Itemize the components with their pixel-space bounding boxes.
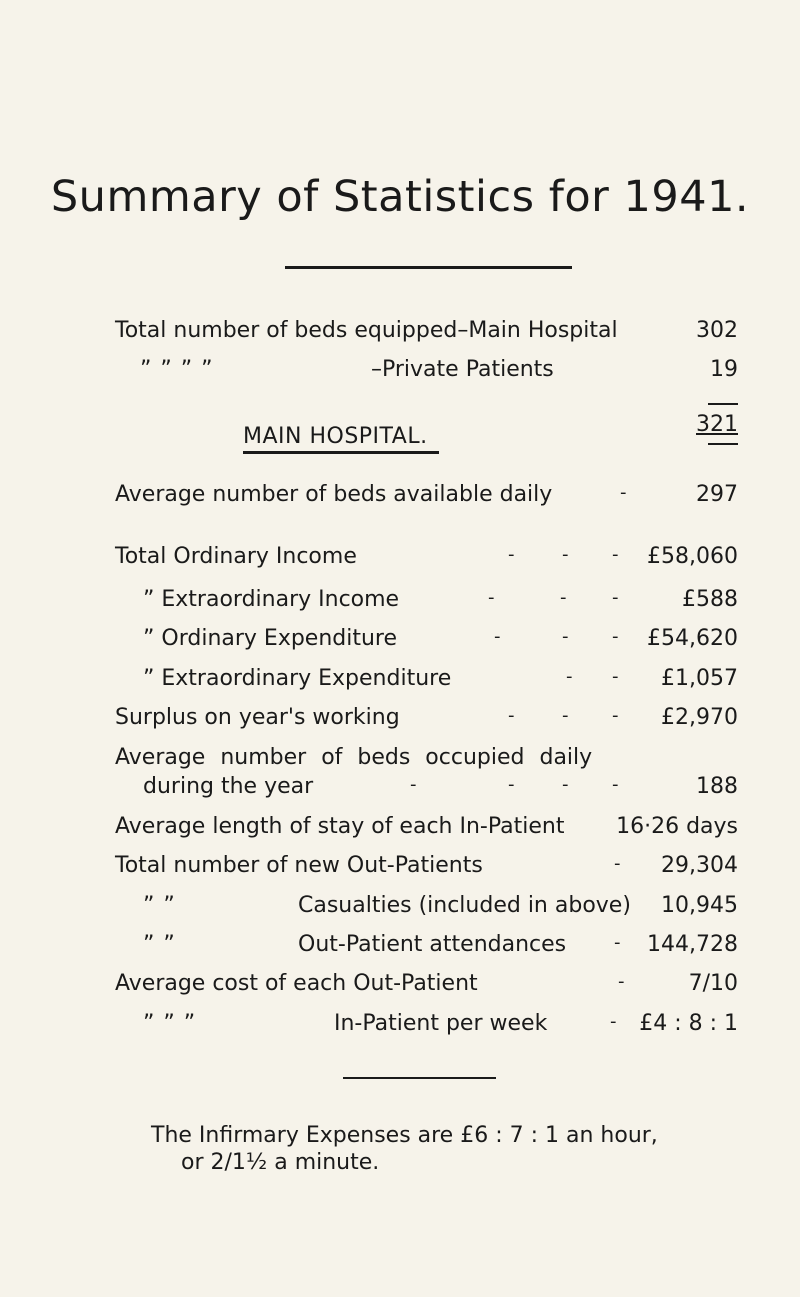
finance-value: £2,970 [661, 705, 738, 730]
dash-mark: - [614, 853, 621, 874]
finance-label: ” Ordinary Expenditure [143, 626, 398, 651]
dash-mark: - [566, 666, 573, 687]
beds-private-row [0, 357, 800, 395]
footer-rule [343, 1077, 496, 1079]
dash-mark: - [508, 544, 515, 565]
finance-value: £1,057 [661, 666, 738, 691]
outpatients-new-row [0, 853, 800, 891]
attendances-label: Out-Patient attendances [298, 932, 567, 957]
dash-mark: - [562, 626, 569, 647]
finance-row [0, 587, 800, 625]
attendances-ditto: ” ” [143, 932, 176, 957]
dash-mark: - [494, 626, 501, 647]
finance-value: £54,620 [647, 626, 738, 651]
beds-private-label: –Private Patients [371, 357, 554, 382]
occupied-line2: during the year [143, 774, 314, 799]
casualties-row [0, 893, 800, 931]
dash-mark: - [612, 666, 619, 687]
finance-label: Total Ordinary Income [115, 544, 357, 569]
dash-mark: - [618, 971, 625, 992]
dash-mark: - [620, 482, 627, 503]
outpatients-new-value: 29,304 [661, 853, 738, 878]
beds-main-row [0, 318, 800, 356]
avg-beds-row [0, 482, 800, 520]
main-hospital-underline [243, 451, 439, 454]
finance-row [0, 705, 800, 743]
beds-main-label: Total number of beds equipped–Main Hospital [115, 318, 618, 343]
occupied-line2-row [0, 774, 800, 812]
cost-in-label: In-Patient per week [334, 1011, 548, 1036]
dash-mark: - [612, 626, 619, 647]
total-double-rule [708, 443, 738, 445]
finance-row [0, 544, 800, 582]
title-rule [285, 266, 572, 269]
sum-rule [708, 403, 738, 405]
avg-beds-label: Average number of beds available daily [115, 482, 553, 507]
attendances-value: 144,728 [647, 932, 738, 957]
dash-mark: - [612, 774, 619, 795]
dash-mark: - [410, 774, 417, 795]
cost-out-label: Average cost of each Out-Patient [115, 971, 478, 996]
dash-mark: - [614, 932, 621, 953]
cost-in-value: £4 : 8 : 1 [639, 1011, 738, 1036]
dash-mark: - [612, 587, 619, 608]
occupied-value: 188 [696, 774, 738, 799]
main-hospital-heading: MAIN HOSPITAL. [243, 424, 428, 449]
finance-value: £58,060 [647, 544, 738, 569]
dash-mark: - [612, 705, 619, 726]
outpatients-new-label: Total number of new Out-Patients [115, 853, 483, 878]
casualties-label: Casualties (included in above) [298, 893, 631, 918]
beds-private-value: 19 [710, 357, 738, 382]
finance-label: ” Extraordinary Income [143, 587, 400, 612]
finance-value: £588 [682, 587, 738, 612]
cost-in-ditto: ” ” ” [143, 1011, 197, 1036]
dash-mark: - [488, 587, 495, 608]
stay-label: Average length of stay of each In-Patient [115, 814, 565, 839]
beds-total-value: 321 [696, 412, 738, 437]
dash-mark: - [508, 774, 515, 795]
cost-out-row [0, 971, 800, 1009]
dash-mark: - [508, 705, 515, 726]
avg-beds-value: 297 [696, 482, 738, 507]
footer-line2: or 2/1½ a minute. [181, 1150, 380, 1175]
dash-mark: - [562, 774, 569, 795]
casualties-value: 10,945 [661, 893, 738, 918]
page-title: Summary of Statistics for 1941. [50, 172, 750, 222]
finance-row [0, 666, 800, 704]
attendances-row [0, 932, 800, 970]
dash-mark: - [610, 1011, 617, 1032]
stay-row [0, 814, 800, 852]
beds-main-value: 302 [696, 318, 738, 343]
dash-mark: - [612, 544, 619, 565]
casualties-ditto: ” ” [143, 893, 176, 918]
dash-mark: - [562, 705, 569, 726]
footer-line1: The Infirmary Expenses are £6 : 7 : 1 an hour, [151, 1123, 658, 1148]
cost-out-value: 7/10 [688, 971, 738, 996]
occupied-line1: Average number of beds occupied daily [115, 745, 593, 770]
dash-mark: - [562, 544, 569, 565]
stay-value: 16·26 days [616, 814, 738, 839]
finance-label: ” Extraordinary Expenditure [143, 666, 452, 691]
dash-mark: - [560, 587, 567, 608]
beds-private-ditto: ” ” ” ” [140, 357, 214, 382]
finance-row [0, 626, 800, 664]
finance-label: Surplus on year's working [115, 705, 400, 730]
cost-in-row [0, 1011, 800, 1049]
